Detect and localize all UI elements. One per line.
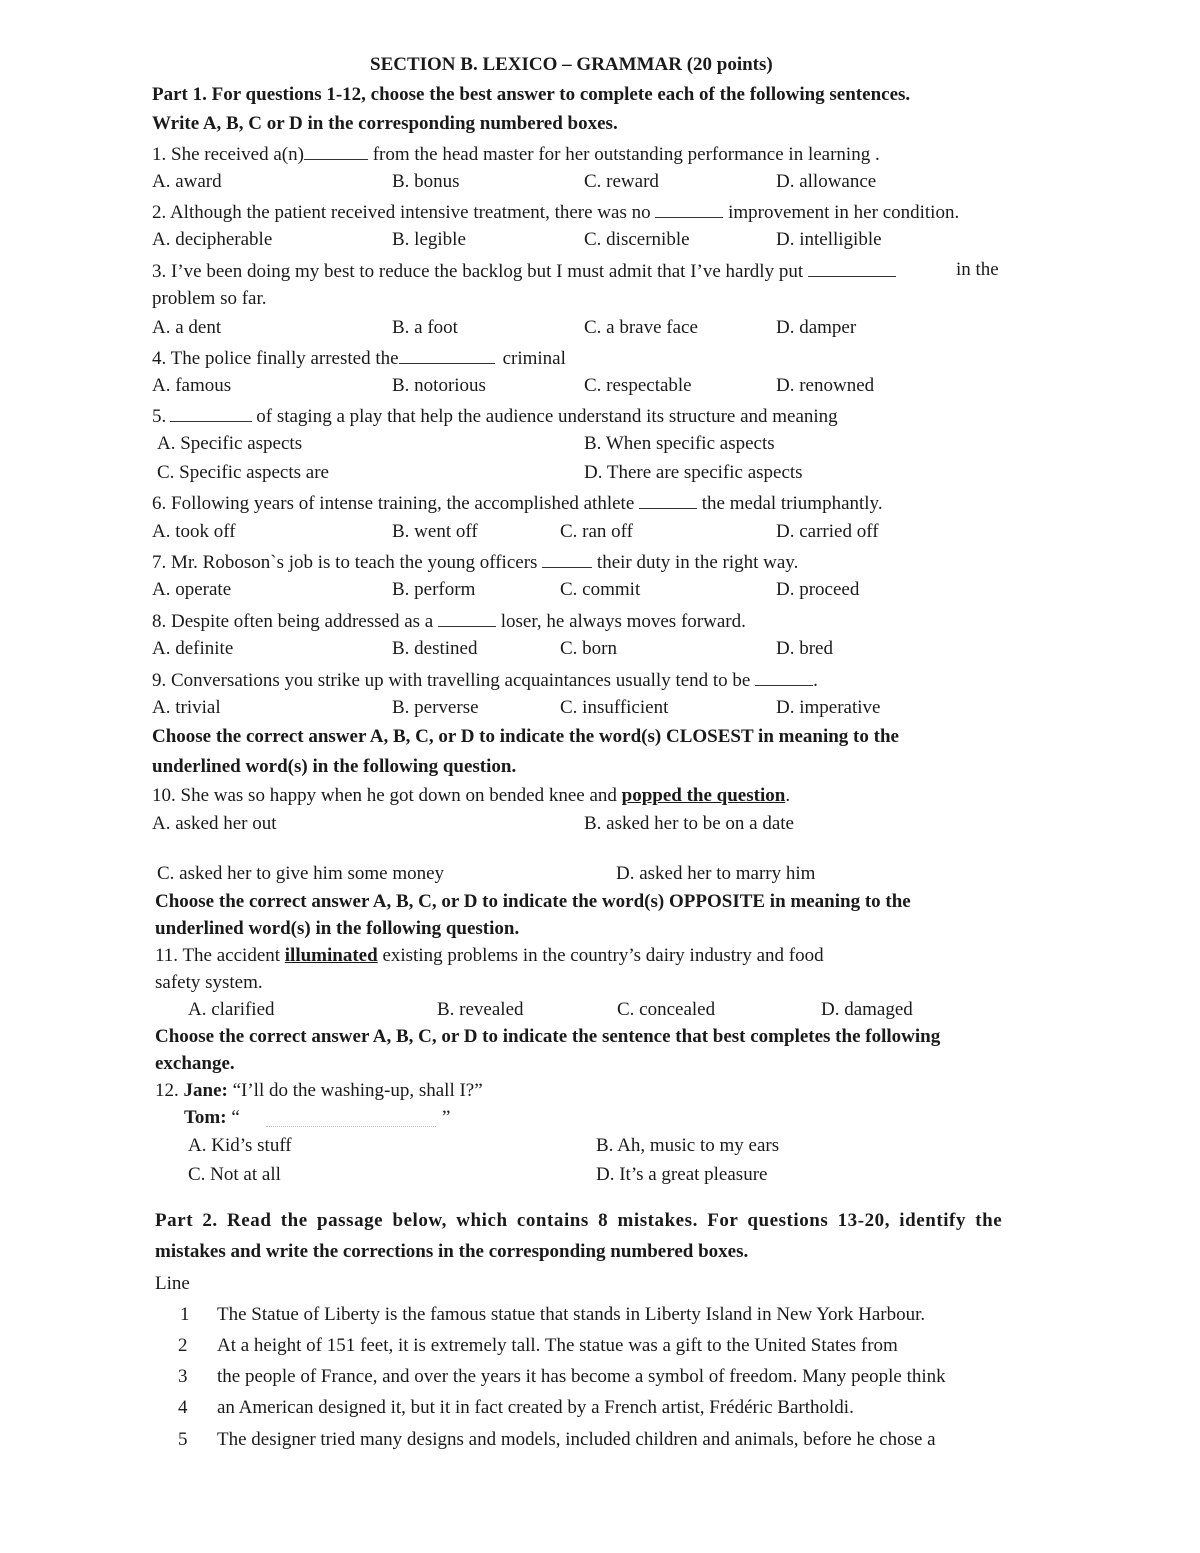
- close-quote: ”: [442, 1107, 451, 1128]
- option-d: D. proceed: [776, 579, 860, 600]
- option-c: C. commit: [560, 579, 641, 600]
- open-quote: “: [231, 1107, 240, 1128]
- line-label: Line: [155, 1273, 190, 1294]
- answer-blank: [438, 608, 496, 627]
- option-b: B. went off: [392, 521, 478, 542]
- answer-blank: [170, 403, 252, 422]
- answer-blank: [542, 549, 592, 568]
- passage-line: At a height of 151 feet, it is extremely tall. The statue was a gift to the United States from: [217, 1335, 898, 1356]
- closest-instruction: Choose the correct answer A, B, C, or D to indicate the word(s) CLOSEST in meaning to the: [152, 726, 899, 747]
- exchange-instruction: Choose the correct answer A, B, C, or D to indicate the sentence that best completes the following: [155, 1026, 941, 1047]
- question-2: [152, 199, 959, 225]
- option-d: D. allowance: [776, 171, 877, 192]
- opposite-instruction-cont: underlined word(s) in the following question.: [155, 918, 520, 939]
- option-d: D. asked her to marry him: [616, 863, 816, 884]
- option-a: A. a dent: [152, 317, 222, 338]
- answer-blank: [266, 1126, 436, 1127]
- option-b: B. When specific aspects: [584, 433, 775, 454]
- passage-line: an American designed it, but it in fact created by a French artist, Frédéric Bartholdi.: [217, 1397, 854, 1418]
- passage-line: The Statue of Liberty is the famous statue that stands in Liberty Island in New York Harbour.: [217, 1304, 926, 1325]
- option-a: A. award: [152, 171, 222, 192]
- option-c: C. insufficient: [560, 697, 669, 718]
- question-9: [152, 667, 818, 693]
- option-b: B. notorious: [392, 375, 486, 396]
- line-number: 2: [178, 1335, 188, 1356]
- option-a: A. asked her out: [152, 813, 277, 834]
- option-a: A. Kid’s stuff: [188, 1135, 292, 1156]
- option-b: B. Ah, music to my ears: [596, 1135, 780, 1156]
- option-b: B. destined: [392, 638, 478, 659]
- answer-blank: [655, 199, 723, 218]
- question-6: [152, 490, 883, 516]
- question-9-stem: 9. Conversations you strike up with travelling acquaintances usually tend to be: [152, 670, 751, 691]
- option-c: C. concealed: [617, 999, 716, 1020]
- option-c: C. Specific aspects are: [157, 462, 329, 483]
- option-b: B. asked her to be on a date: [584, 813, 794, 834]
- question-7-stem: 7. Mr. Roboson`s job is to teach the young officers: [152, 552, 538, 573]
- question-1-stem: 1. She received a(n): [152, 144, 304, 165]
- question-8-stem-end: loser, he always moves forward.: [500, 611, 746, 632]
- speaker-tom: Tom:: [184, 1107, 227, 1128]
- question-3-stem: 3. I’ve been doing my best to reduce the backlog but I must admit that I’ve hardly put: [152, 261, 804, 282]
- option-d: D. imperative: [776, 697, 881, 718]
- question-8-stem: 8. Despite often being addressed as a: [152, 611, 434, 632]
- question-3-continuation: problem so far.: [152, 288, 267, 309]
- option-c: C. respectable: [584, 375, 692, 396]
- line-number: 3: [178, 1366, 188, 1387]
- question-12: [155, 1079, 483, 1103]
- question-10: [152, 784, 790, 808]
- question-7: [152, 549, 798, 575]
- option-b: B. a foot: [392, 317, 458, 338]
- part1-heading: Part 1. For questions 1-12, choose the best answer to complete each of the following sentences.: [152, 84, 911, 105]
- question-3-stem-end: in the: [956, 259, 999, 280]
- option-d: D. damper: [776, 317, 857, 338]
- option-a: A. Specific aspects: [157, 433, 303, 454]
- option-a: A. definite: [152, 638, 234, 659]
- question-2-stem-end: improvement in her condition.: [728, 202, 960, 223]
- exchange-instruction-cont: exchange.: [155, 1053, 235, 1074]
- option-b: B. revealed: [437, 999, 524, 1020]
- answer-blank: [808, 258, 896, 277]
- question-10-stem-end: .: [785, 785, 791, 806]
- option-b: B. perverse: [392, 697, 479, 718]
- passage-line: the people of France, and over the years it has become a symbol of freedom. Many people think: [217, 1366, 946, 1387]
- question-11-continuation: safety system.: [155, 972, 263, 993]
- line-number: 4: [178, 1397, 188, 1418]
- question-3: [152, 258, 896, 284]
- tom-line: [184, 1106, 240, 1130]
- question-1: [152, 141, 880, 167]
- option-d: D. renowned: [776, 375, 875, 396]
- closest-instruction-cont: underlined word(s) in the following question.: [152, 756, 517, 777]
- answer-blank: [639, 490, 697, 509]
- answer-blank: [399, 345, 495, 364]
- option-c: C. Not at all: [188, 1164, 281, 1185]
- option-c: C. asked her to give him some money: [157, 863, 445, 884]
- option-b: B. legible: [392, 229, 466, 250]
- question-5-stem-end: of staging a play that help the audience understand its structure and meaning: [256, 406, 838, 427]
- option-d: D. intelligible: [776, 229, 882, 250]
- part2-heading-text: Part 2. Read the passage below, which contains 8 mistakes. For questions 13-20, identify the: [155, 1210, 1003, 1231]
- option-a: A. took off: [152, 521, 236, 542]
- question-12-number: 12.: [155, 1080, 179, 1101]
- line-number: 1: [180, 1304, 190, 1325]
- question-1-stem-end: from the head master for her outstanding performance in learning .: [372, 144, 880, 165]
- option-a: A. operate: [152, 579, 232, 600]
- jane-line: “I’ll do the washing-up, shall I?”: [232, 1080, 483, 1101]
- option-d: D. carried off: [776, 521, 879, 542]
- option-c: C. reward: [584, 171, 659, 192]
- underlined-word: illuminated: [284, 945, 378, 966]
- answer-blank: [755, 667, 813, 686]
- question-11: [155, 944, 824, 968]
- option-c: C. discernible: [584, 229, 690, 250]
- speaker-jane: Jane:: [183, 1080, 228, 1101]
- section-title: SECTION B. LEXICO – GRAMMAR (20 points): [370, 54, 773, 75]
- option-c: C. born: [560, 638, 617, 659]
- underlined-phrase: popped the question: [621, 785, 786, 806]
- option-c: C. ran off: [560, 521, 633, 542]
- question-6-stem: 6. Following years of intense training, the accomplished athlete: [152, 493, 635, 514]
- question-2-stem: 2. Although the patient received intensive treatment, there was no: [152, 202, 651, 223]
- part2-instruction: mistakes and write the corrections in the corresponding numbered boxes.: [155, 1241, 749, 1262]
- option-d: D. There are specific aspects: [584, 462, 803, 483]
- part2-heading: [155, 1209, 1002, 1233]
- question-4-stem: 4. The police finally arrested the: [152, 348, 399, 369]
- question-5-stem: 5.: [152, 406, 167, 427]
- option-c: C. a brave face: [584, 317, 698, 338]
- question-11-stem-end: existing problems in the country’s dairy industry and food: [382, 945, 824, 966]
- option-a: A. clarified: [188, 999, 275, 1020]
- option-b: B. bonus: [392, 171, 460, 192]
- question-6-stem-end: the medal triumphantly.: [701, 493, 883, 514]
- option-d: D. It’s a great pleasure: [596, 1164, 768, 1185]
- question-5: [152, 403, 838, 429]
- question-11-stem: 11. The accident: [155, 945, 281, 966]
- option-d: D. bred: [776, 638, 833, 659]
- question-4: [152, 345, 566, 371]
- question-7-stem-end: their duty in the right way.: [596, 552, 799, 573]
- passage-line: The designer tried many designs and models, included children and animals, before he chose a: [217, 1429, 936, 1450]
- answer-blank: [304, 141, 368, 160]
- option-a: A. famous: [152, 375, 232, 396]
- question-10-stem: 10. She was so happy when he got down on bended knee and: [152, 785, 617, 806]
- question-8: [152, 608, 746, 634]
- option-a: A. trivial: [152, 697, 221, 718]
- line-number: 5: [178, 1429, 188, 1450]
- opposite-instruction: Choose the correct answer A, B, C, or D to indicate the word(s) OPPOSITE in meaning to the: [155, 891, 911, 912]
- question-9-stem-end: .: [813, 670, 818, 691]
- option-b: B. perform: [392, 579, 476, 600]
- part1-instruction: Write A, B, C or D in the corresponding numbered boxes.: [152, 113, 618, 134]
- option-d: D. damaged: [821, 999, 913, 1020]
- option-a: A. decipherable: [152, 229, 273, 250]
- question-4-stem-end: criminal: [502, 348, 566, 369]
